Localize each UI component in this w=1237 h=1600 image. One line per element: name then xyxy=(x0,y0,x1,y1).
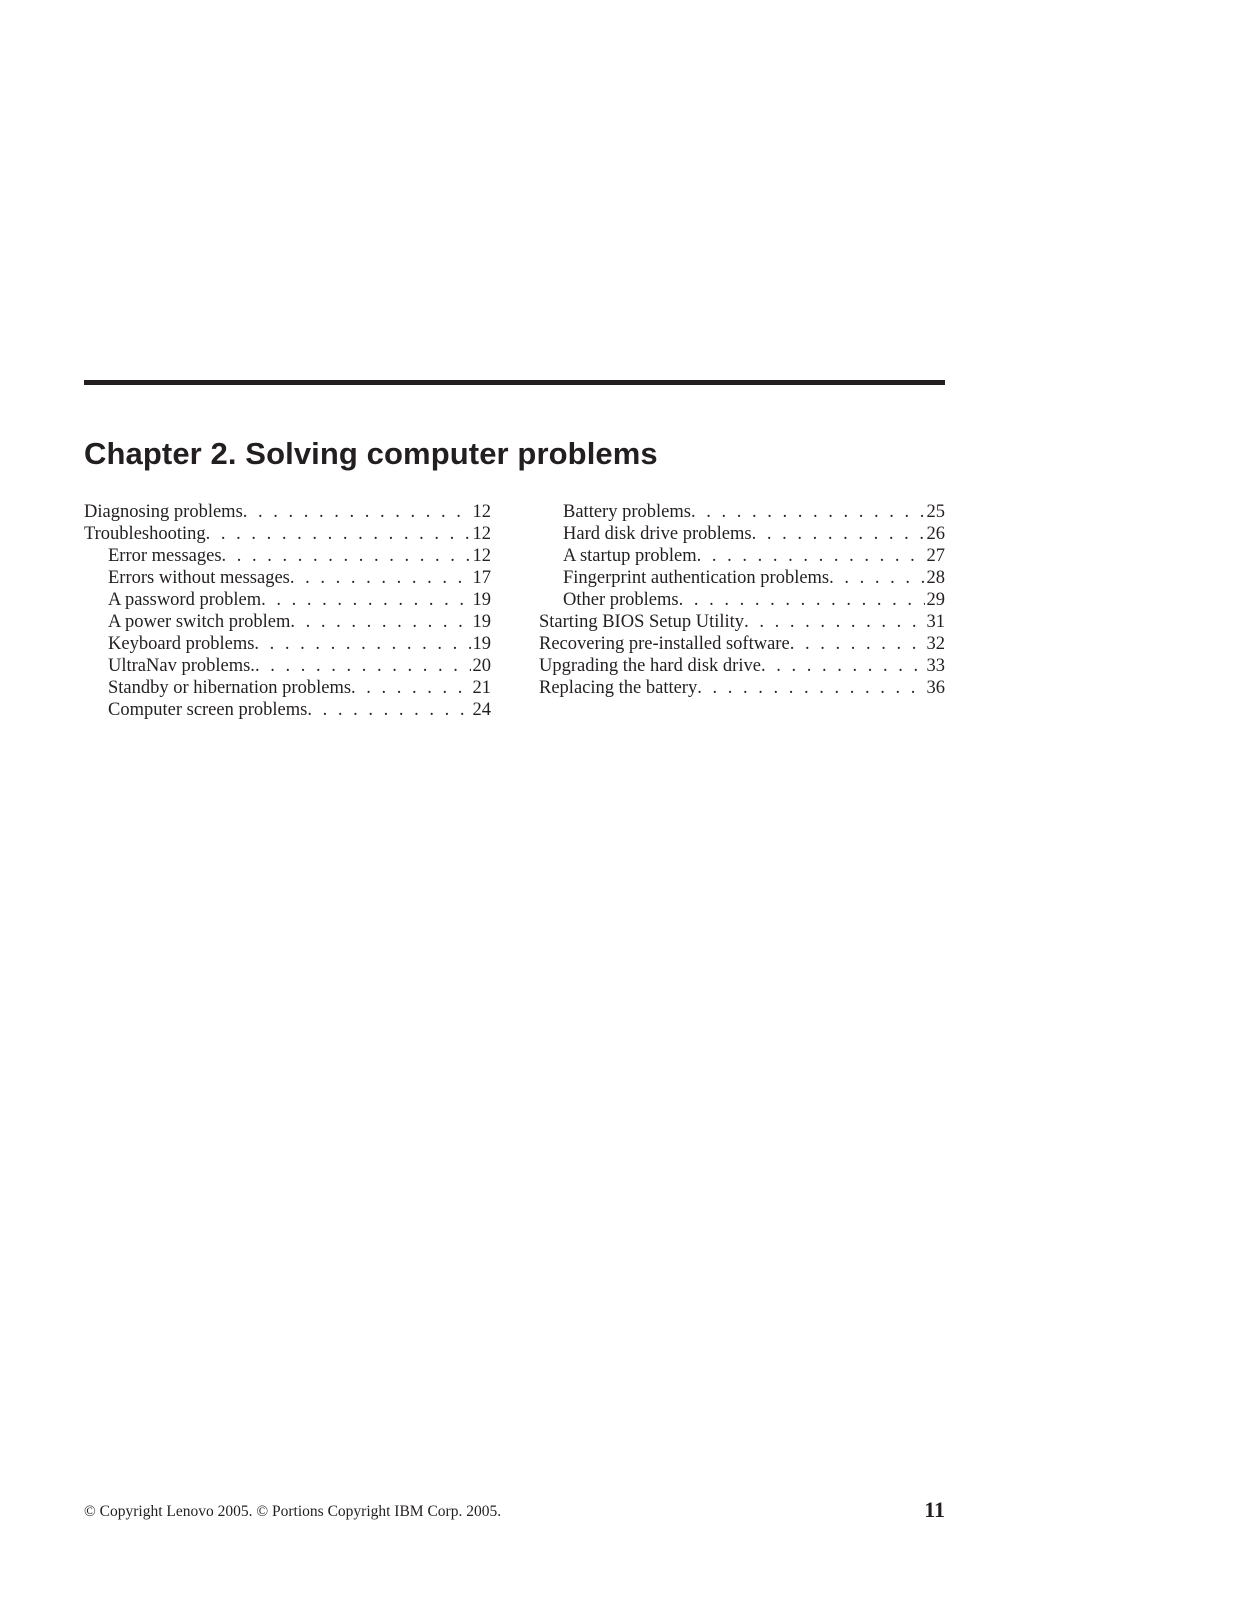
toc-dot-leader xyxy=(752,523,925,545)
toc-entry-page: 27 xyxy=(926,546,945,566)
toc-dot-leader xyxy=(243,501,471,523)
toc-entry[interactable] xyxy=(84,567,491,589)
toc-entry-page: 36 xyxy=(926,678,945,698)
toc-entry-label: Troubleshooting xyxy=(84,524,206,544)
toc-entry-page: 19 xyxy=(472,634,491,654)
toc-entry[interactable] xyxy=(84,611,491,633)
toc-entry-label: A startup problem xyxy=(563,546,697,566)
toc-entry-label: Computer screen problems xyxy=(108,700,308,720)
toc-dot-leader xyxy=(679,589,925,611)
toc-entry-page: 32 xyxy=(926,634,945,654)
toc-entry-page: 20 xyxy=(472,656,491,676)
toc-entry-label: UltraNav problems. xyxy=(108,656,255,676)
toc-entry[interactable] xyxy=(84,589,491,611)
toc-entry-label: Recovering pre-installed software xyxy=(539,634,790,654)
toc-entry[interactable] xyxy=(539,655,945,677)
toc-entry[interactable] xyxy=(539,633,945,655)
toc-entry[interactable] xyxy=(539,523,945,545)
toc-entry-label: Replacing the battery xyxy=(539,678,698,698)
toc-dot-leader xyxy=(691,501,925,523)
toc-entry-page: 12 xyxy=(472,546,491,566)
toc-entry-label: Upgrading the hard disk drive xyxy=(539,656,761,676)
toc-entry-label: Starting BIOS Setup Utility xyxy=(539,612,745,632)
toc-entry-label: Fingerprint authentication problems xyxy=(563,568,830,588)
toc-entry-page: 33 xyxy=(926,656,945,676)
toc-entry[interactable] xyxy=(539,589,945,611)
toc-dot-leader xyxy=(697,677,924,699)
toc-entry-page: 19 xyxy=(472,590,491,610)
toc-dot-leader xyxy=(222,545,471,567)
toc-entry[interactable] xyxy=(84,633,491,655)
toc-entry[interactable] xyxy=(84,655,491,677)
toc-entry-label: A password problem xyxy=(108,590,262,610)
toc-dot-leader xyxy=(351,677,470,699)
toc-entry[interactable] xyxy=(84,523,491,545)
toc-entry[interactable] xyxy=(539,501,945,523)
toc-entry-label: Diagnosing problems xyxy=(84,502,243,522)
chapter-rule xyxy=(84,380,945,385)
toc-entry[interactable] xyxy=(84,677,491,699)
toc-entry[interactable] xyxy=(84,699,491,721)
toc-entry[interactable] xyxy=(539,545,945,567)
toc-entry-page: 21 xyxy=(472,678,491,698)
toc-dot-leader xyxy=(697,545,925,567)
toc-entry-page: 31 xyxy=(926,612,945,632)
toc-dot-leader xyxy=(790,633,925,655)
toc-entry-page: 26 xyxy=(926,524,945,544)
toc-entry-label: A power switch problem xyxy=(108,612,291,632)
toc-entry-page: 25 xyxy=(926,502,945,522)
toc-entry[interactable] xyxy=(539,677,945,699)
toc-entry-page: 17 xyxy=(472,568,491,588)
toc-entry-label: Error messages xyxy=(108,546,222,566)
chapter-title: Chapter 2. Solving computer problems xyxy=(84,436,658,471)
toc-entry[interactable] xyxy=(539,611,945,633)
toc-entry-page: 12 xyxy=(472,524,491,544)
toc-dot-leader xyxy=(829,567,924,589)
toc-dot-leader xyxy=(254,633,470,655)
toc-entry-label: Hard disk drive problems xyxy=(563,524,752,544)
toc-column-left xyxy=(84,501,491,721)
page-number: 11 xyxy=(924,1497,945,1522)
toc-entry-label: Errors without messages xyxy=(108,568,290,588)
toc-entry-label: Standby or hibernation problems xyxy=(108,678,352,698)
toc-dot-leader xyxy=(290,567,471,589)
footer-copyright: © Copyright Lenovo 2005. © Portions Copyright IBM Corp. 2005. xyxy=(84,1503,502,1520)
toc-dot-leader xyxy=(261,589,470,611)
toc-entry[interactable] xyxy=(84,501,491,523)
toc-entry-page: 28 xyxy=(926,568,945,588)
toc-entry-label: Battery problems xyxy=(563,502,691,522)
toc-entry-page: 24 xyxy=(472,700,491,720)
toc-dot-leader xyxy=(255,655,471,677)
toc-entry-label: Keyboard problems xyxy=(108,634,255,654)
toc-entry-page: 19 xyxy=(472,612,491,632)
toc-entry[interactable] xyxy=(539,567,945,589)
toc-dot-leader xyxy=(761,655,925,677)
toc-dot-leader xyxy=(290,611,470,633)
toc-dot-leader xyxy=(307,699,470,721)
toc-entry[interactable] xyxy=(84,545,491,567)
toc-dot-leader xyxy=(744,611,924,633)
toc-column-right xyxy=(539,501,945,699)
toc-entry-label: Other problems xyxy=(563,590,679,610)
toc-entry-page: 12 xyxy=(472,502,491,522)
toc-entry-page: 29 xyxy=(926,590,945,610)
toc-dot-leader xyxy=(206,523,471,545)
